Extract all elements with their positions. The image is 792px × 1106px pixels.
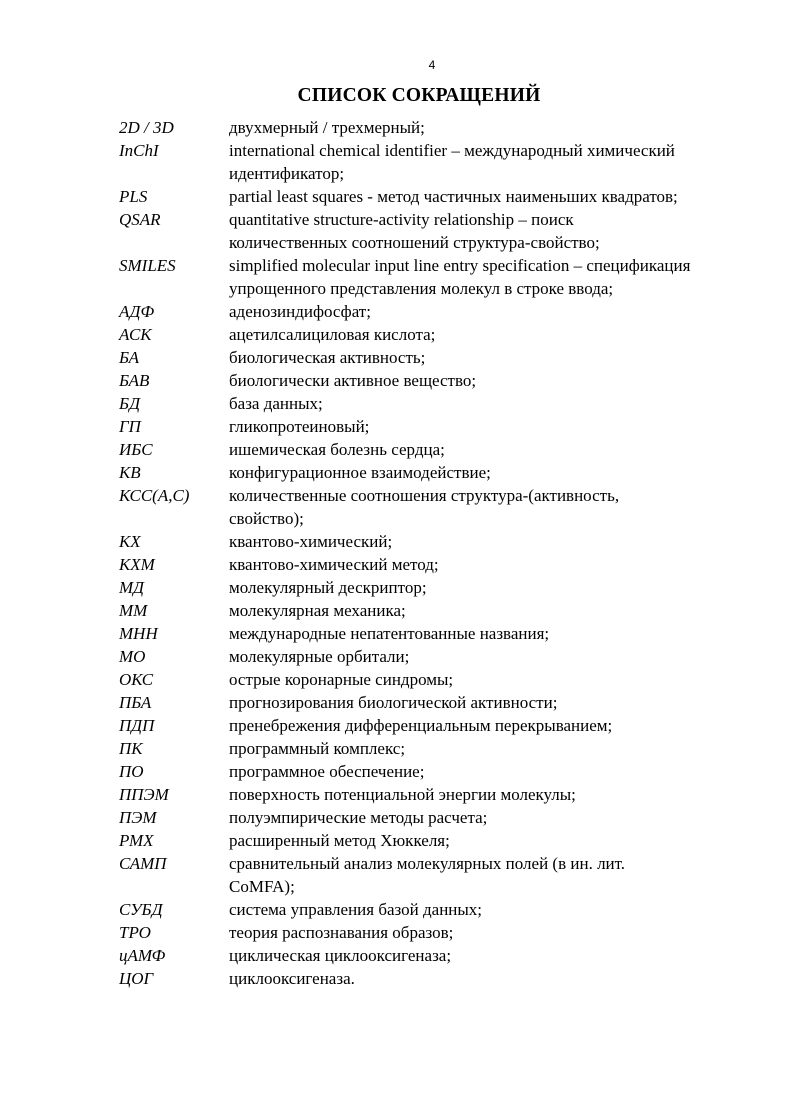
page-title: СПИСОК СОКРАЩЕНИЙ: [297, 85, 541, 106]
abbreviation-definition: молекулярная механика;: [229, 601, 406, 620]
abbreviation-row: [0, 208, 792, 254]
abbreviation-term: ЦОГ: [119, 969, 154, 988]
abbreviation-definition: квантово-химический метод;: [229, 555, 439, 574]
abbreviation-row: [0, 622, 792, 645]
abbreviation-row: [0, 829, 792, 852]
abbreviation-definition: циклическая циклооксигеназа;: [229, 946, 452, 965]
abbreviation-term: ММ: [119, 601, 148, 620]
abbreviation-definition: quantitative structure-activity relationship – поиск количественных соотношений структура-свойство;: [229, 210, 600, 252]
abbreviation-definition: поверхность потенциальной энергии молекулы;: [229, 785, 576, 804]
abbreviation-definition: сравнительный анализ молекулярных полей (в ин. лит. CoMFA);: [229, 854, 626, 896]
abbreviation-definition: international chemical identifier – международный химический идентификатор;: [229, 141, 675, 183]
abbreviation-row: [0, 783, 792, 806]
abbreviation-definition: программное обеспечение;: [229, 762, 425, 781]
abbreviation-row: [0, 760, 792, 783]
abbreviation-definition: пренебрежения дифференциальным перекрыванием;: [229, 716, 613, 735]
abbreviation-definition: международные непатентованные названия;: [229, 624, 550, 643]
abbreviation-definition: конфигурационное взаимодействие;: [229, 463, 491, 482]
abbreviation-row: [0, 921, 792, 944]
abbreviation-row: [0, 484, 792, 530]
abbreviation-row: [0, 645, 792, 668]
abbreviation-term: 2D / 3D: [119, 118, 174, 137]
abbreviation-row: [0, 139, 792, 185]
abbreviation-term: ПДП: [119, 716, 155, 735]
abbreviation-term: ПК: [119, 739, 143, 758]
abbreviation-row: [0, 392, 792, 415]
abbreviation-row: [0, 461, 792, 484]
abbreviation-row: [0, 944, 792, 967]
abbreviation-definition: количественные соотношения структура-(активность, свойство);: [229, 486, 620, 528]
abbreviation-row: [0, 346, 792, 369]
abbreviation-row: [0, 576, 792, 599]
abbreviation-term: SMILES: [119, 256, 176, 275]
abbreviation-term: МД: [119, 578, 144, 597]
abbreviation-term: цАМФ: [119, 946, 166, 965]
abbreviation-row: [0, 553, 792, 576]
abbreviation-term: ТРО: [119, 923, 151, 942]
abbreviation-row: [0, 852, 792, 898]
abbreviation-definition: квантово-химический;: [229, 532, 393, 551]
abbreviation-term: PLS: [119, 187, 148, 206]
abbreviation-definition: двухмерный / трехмерный;: [229, 118, 425, 137]
abbreviation-row: [0, 369, 792, 392]
abbreviation-definition: simplified molecular input line entry specification – спецификация упрощенного представления молекул в строке ввода;: [229, 256, 691, 298]
abbreviation-row: [0, 323, 792, 346]
abbreviation-term: СУБД: [119, 900, 163, 919]
abbreviation-definition: расширенный метод Хюккеля;: [229, 831, 450, 850]
abbreviation-definition: ацетилсалициловая кислота;: [229, 325, 436, 344]
abbreviation-definition: аденозиндифосфат;: [229, 302, 371, 321]
abbreviation-row: [0, 691, 792, 714]
abbreviation-term: БД: [119, 394, 141, 413]
abbreviation-definition: гликопротеиновый;: [229, 417, 370, 436]
abbreviation-term: МО: [119, 647, 146, 666]
abbreviation-row: [0, 300, 792, 323]
abbreviation-term: КХ: [119, 532, 141, 551]
abbreviation-definition: циклооксигеназа.: [229, 969, 355, 988]
abbreviation-list: [0, 116, 792, 990]
abbreviation-term: ПБА: [119, 693, 152, 712]
abbreviation-row: [0, 116, 792, 139]
abbreviation-row: [0, 737, 792, 760]
abbreviation-term: InChI: [119, 141, 159, 160]
abbreviation-definition: молекулярный дескриптор;: [229, 578, 427, 597]
abbreviation-term: КСС(А,С): [119, 486, 190, 505]
abbreviation-term: ГП: [119, 417, 141, 436]
abbreviation-term: АСК: [119, 325, 152, 344]
abbreviation-row: [0, 668, 792, 691]
abbreviation-row: [0, 530, 792, 553]
abbreviation-term: САМП: [119, 854, 167, 873]
abbreviation-definition: прогнозирования биологической активности;: [229, 693, 558, 712]
abbreviation-term: ПО: [119, 762, 144, 781]
abbreviation-term: РМХ: [119, 831, 154, 850]
abbreviation-term: ПЭМ: [119, 808, 157, 827]
abbreviation-definition: биологическая активность;: [229, 348, 426, 367]
abbreviation-term: МНН: [119, 624, 158, 643]
abbreviation-term: БА: [119, 348, 139, 367]
abbreviation-row: [0, 185, 792, 208]
abbreviation-term: АДФ: [119, 302, 155, 321]
abbreviation-definition: ишемическая болезнь сердца;: [229, 440, 445, 459]
abbreviation-term: БАВ: [119, 371, 150, 390]
abbreviation-row: [0, 714, 792, 737]
abbreviation-term: ИБС: [119, 440, 153, 459]
abbreviation-definition: система управления базой данных;: [229, 900, 483, 919]
abbreviation-row: [0, 967, 792, 990]
abbreviation-definition: биологически активное вещество;: [229, 371, 477, 390]
abbreviation-definition: острые коронарные синдромы;: [229, 670, 454, 689]
abbreviation-definition: база данных;: [229, 394, 323, 413]
abbreviation-term: ППЭМ: [119, 785, 169, 804]
abbreviation-term: КВ: [119, 463, 141, 482]
abbreviation-term: ОКС: [119, 670, 154, 689]
abbreviation-term: КХМ: [119, 555, 155, 574]
abbreviation-row: [0, 438, 792, 461]
abbreviation-definition: молекулярные орбитали;: [229, 647, 410, 666]
abbreviation-row: [0, 898, 792, 921]
abbreviation-row: [0, 254, 792, 300]
abbreviation-row: [0, 806, 792, 829]
abbreviation-definition: полуэмпирические методы расчета;: [229, 808, 488, 827]
abbreviation-definition: теория распознавания образов;: [229, 923, 454, 942]
page-number: 4: [428, 58, 436, 72]
abbreviation-term: QSAR: [119, 210, 161, 229]
abbreviation-row: [0, 415, 792, 438]
abbreviation-row: [0, 599, 792, 622]
abbreviation-definition: программный комплекс;: [229, 739, 406, 758]
abbreviation-definition: partial least squares - метод частичных наименьших квадратов;: [229, 187, 678, 206]
